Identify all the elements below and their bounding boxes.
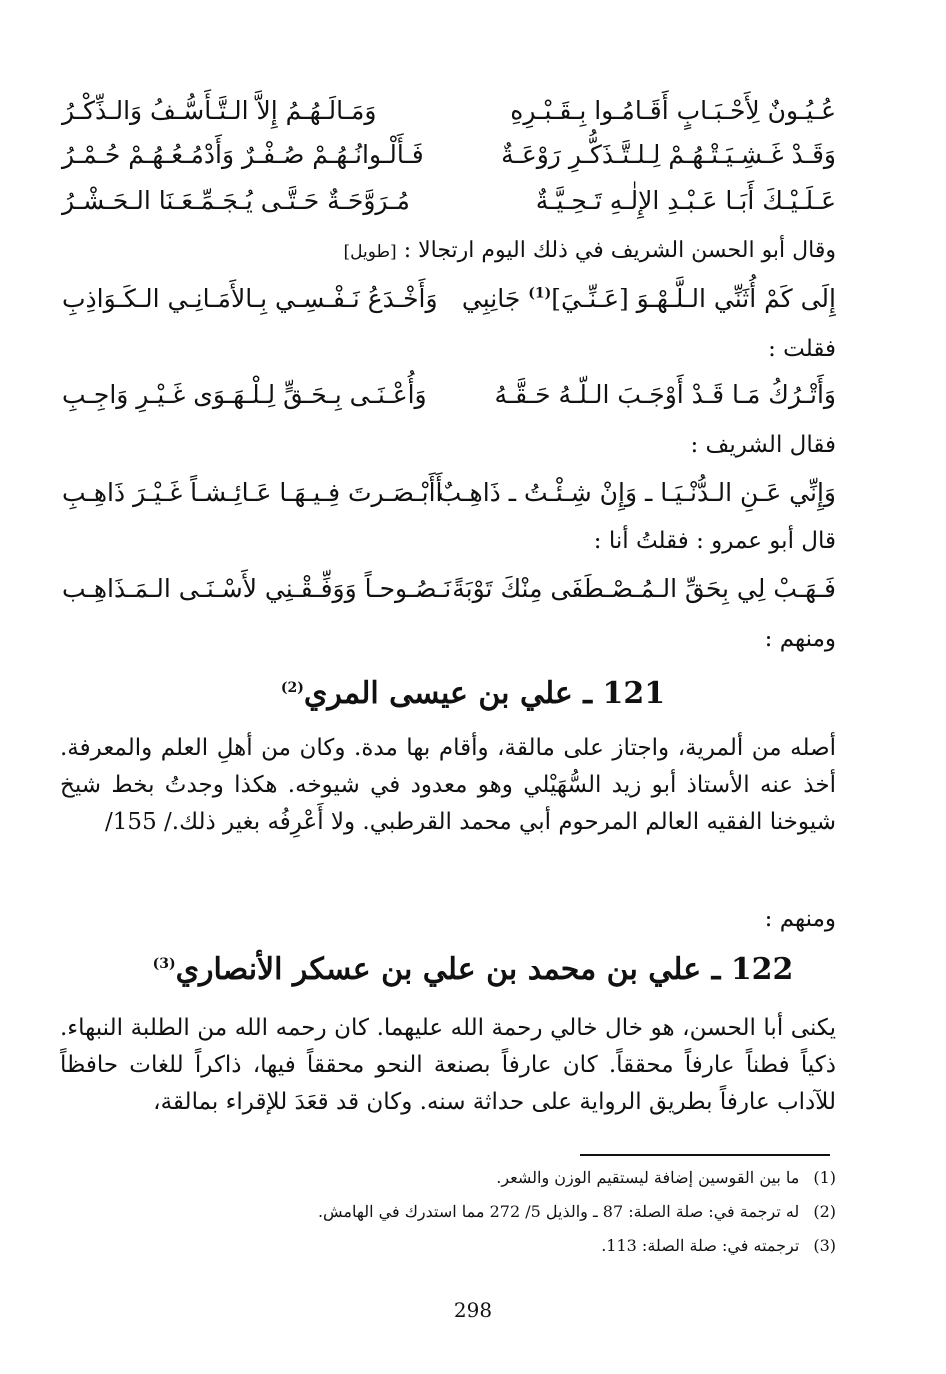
- verse-7-first-hemistich: فَـهَـبْ لِي بِحَقِّ الـمُـصْـطَفَى مِنْكَ تَوْبَةً: [452, 574, 836, 603]
- footnote-ref-3: (3): [152, 956, 176, 972]
- verse-2-second-hemistich: فَـأَلْـوانُـهُـمْ صُـفْـرٌ وَأَدْمُـعُـهُـمْ حُـمْـرُ: [62, 140, 424, 169]
- verse-4-first-hemistich: [461, 284, 836, 313]
- verse-1-first-hemistich: عُـيُـونٌ لِأَحْـبَـابٍ أَقَـامُـوا بِـقَـبْـرِهِ: [510, 96, 836, 125]
- label-sharif: فقال الشريف :: [690, 432, 836, 458]
- intro-line: [344, 238, 837, 263]
- verse-6-second-hemistich: أَأَبْـصَـرتَ فِـيـهَـا عَـائِـشـاً غَـيْـرَ ذَاهِـبِ: [62, 478, 443, 507]
- verse-1-second-hemistich: وَمَـالَـهُـمُ إِلاَّ الـتَّـأَسُّـفُ وَالـذِّكْـرُ: [62, 96, 377, 125]
- label-minhum-2: ومنهم :: [764, 906, 836, 932]
- footnote-ref-2: (2): [280, 680, 304, 696]
- verse-2-first-hemistich: وَقَـدْ غَـشِـيَـتْـهُـمْ لِـلـتَّـذَكُّـرِ رَوْعَـةٌ: [501, 140, 836, 169]
- intro-text: وقال أبو الحسن الشريف في ذلك اليوم ارتجالا :: [403, 238, 836, 263]
- footnote-1: [496, 1168, 836, 1187]
- verse-3-second-hemistich: مُـرَوَّحَـةٌ حَـتَّـى يُـجَـمِّـعَـنَا الـحَـشْـرُ: [62, 186, 410, 215]
- entry-121-body: أصله من ألمرية، واجتاز على مالقة، وأقام بها مدة. وكان من أهلِ العلم والمعرفة. أخذ عنه الأستاذ أبو زيد السُّهَيْلي وهو معدود في شيوخه. هكذا وجدتُ بخط شيخ شيوخنا الفقيه العالم المرحوم أبي محمد القرطبي. ولا أَعْرِفُه بغير ذلك./ 155/: [60, 735, 836, 835]
- footnote-3-text: ترجمته في: صلة الصلة: 113.: [601, 1236, 800, 1255]
- footnote-1-text: ما بين القوسين إضافة ليستقيم الوزن والشعر.: [496, 1168, 800, 1187]
- footnote-ref-1: (1): [528, 285, 552, 302]
- footnote-3: [601, 1236, 836, 1255]
- verse-5-first-hemistich: وَأَتْـرُكُ مَـا قَـدْ أَوْجَـبَ الـلّـهُ حَـقَّـهُ: [494, 380, 836, 409]
- footnote-3-number: (3): [813, 1236, 836, 1255]
- verse-7-second-hemistich: نَـصُـوحـاً وَوَفِّـقْـنِي لأَسْـنَـى الـمَـذَاهِـب: [62, 574, 452, 603]
- verse-4-second-hemistich: وَأَخْـدَعُ نَـفْـسِـي بِـالأَمَـانِـي الـكَـوَاذِبِ: [62, 284, 438, 313]
- verse-4-first-b: جَانِبِي: [461, 284, 529, 313]
- footnote-2-number: (2): [813, 1202, 836, 1221]
- entry-122-body: يكنى أبا الحسن، هو خال خالي رحمة الله عليهما. كان رحمه الله من الطلبة النبهاء. ذكياً فطناً عارفاً محققاً. كان عارفاً بصنعة النحو محققاً فيها، ذاكراً للغات حافظاً للآداب عارفاً بطريق الرواية على حداثة سنه. وكان قد قعَدَ للإقراء بمالقة،: [60, 1015, 836, 1115]
- label-faqult: فقلت :: [768, 336, 836, 362]
- entry-122-heading: [0, 952, 946, 987]
- footnote-divider: [580, 1154, 830, 1156]
- footnote-2-text: له ترجمة في: صلة الصلة: 87 ـ والذيل 5/ 272 مما استدرك في الهامش.: [317, 1202, 800, 1221]
- label-abu-amr: قال أبو عمرو : فقلتُ أنا :: [593, 528, 836, 554]
- entry-121-title: 121 ـ علي بن عيسى المري: [303, 676, 666, 711]
- verse-4-first-a: إِلَى كَمْ أُثَنِّي الـلَّـهْـوَ [عَـنِّـيَ]: [551, 284, 836, 313]
- entry-121-heading: [0, 676, 946, 711]
- entry-122-title: 122 ـ علي بن محمد بن علي بن عسكر الأنصاري: [175, 952, 794, 987]
- page-number: 298: [453, 1298, 493, 1322]
- label-minhum-1: ومنهم :: [764, 626, 836, 652]
- meter-label: [طويل]: [343, 242, 397, 262]
- footnote-2: [318, 1202, 836, 1221]
- footnote-1-number: (1): [813, 1168, 836, 1187]
- verse-3-first-hemistich: عَـلَـيْـكَ أَبَـا عَـبْـدِ الإِلٰـهِ تَـحِـيَّـةٌ: [535, 186, 836, 215]
- verse-5-second-hemistich: وَأُعْـنَـى بِـحَـقٍّ لِـلْـهَـوَى غَـيْـرِ وَاجِـبِ: [62, 380, 427, 409]
- verse-6-first-hemistich: وَإِنِّي عَـنِ الـدُّنْـيَـا ـ وَإِنْ شِـئْـتُ ـ ذَاهِـبٌ: [437, 478, 836, 507]
